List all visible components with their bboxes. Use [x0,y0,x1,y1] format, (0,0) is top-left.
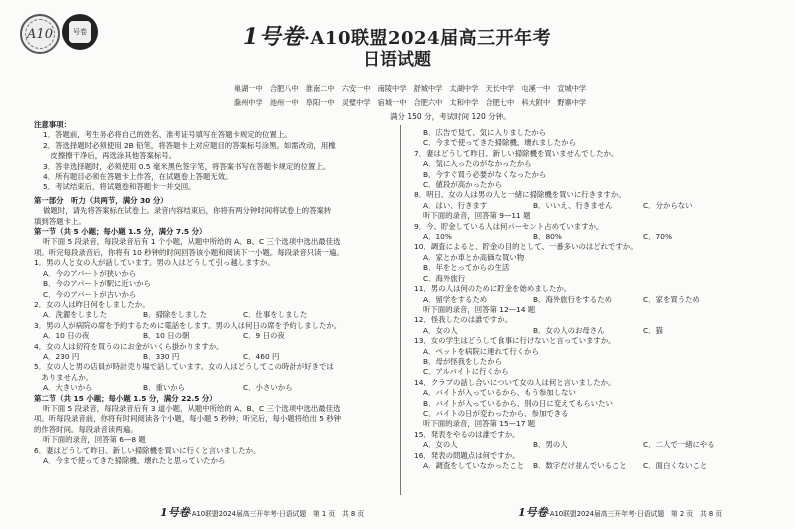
question-15: 15．発表をやるのは誰ですか。 [414,429,520,439]
q16-option-c: C．面白くないこと [643,461,708,470]
q4-option-c: C．460 円 [243,351,280,361]
q12-options [414,326,770,336]
q12-option-a: A．女の人 [423,325,458,335]
q7-option-c: C．値段が高かったから [423,180,503,190]
audio-instruction-2: 听下面的录音，回答第 9—11 题 [423,211,531,221]
section2-desc: 的作答时间。每段录音读两遍。 [34,424,138,434]
q9-options [414,232,770,242]
q12-option-b: B．女の人のお母さん [533,325,605,335]
seal-inner: 号卷 [69,21,91,43]
q8-option-b: B．いいえ、行きません [533,200,613,210]
q1-option-a: A．今のアパートが狭いから [43,268,137,278]
question-4: 4．女の人は切符を買うのにお金がいくら掛かりますか。 [34,341,224,351]
q4-options [34,352,389,362]
footer-left [160,504,364,520]
question-14: 14．クラブの話し合いについて女の人は何と言いましたか。 [414,377,616,387]
q2-options [34,310,389,320]
q3-option-c: C．9 日の夜 [243,331,285,341]
q12-option-c: C．猫 [643,325,663,335]
section2-title: 第二节（共 15 小题；每小题 1.5 分，满分 22.5 分） [34,393,217,403]
q5-options [34,383,389,393]
q6-option-b: B．広告で見て、気に入りましたから [423,128,547,137]
q4-option-a: A．230 円 [43,351,80,361]
question-5-cont: ありませんか。 [34,372,94,382]
question-12: 12．怪我したのは誰ですか。 [414,315,513,325]
q13-option-c: C．アルバイトに行くから [423,367,509,377]
section1-desc: 听下面 5 段录音，每段录音后有 1 个小题，从题中所给的 A、B、C 三个选项中选出最佳选 [43,237,341,247]
q13-option-a: A．ペットを病院に連れて行くから [423,346,539,356]
question-16: 16．発表の問題点は何ですか。 [414,450,520,460]
note-line: 5．考试结束后，将试题卷和答题卡一并交回。 [43,182,196,192]
schools-line-2: 滁州中学 池州一中 阜阳一中 灵璧中学 宿城一中 合肥六中 太和中学 合肥七中 科大附中 野寨中学 [233,98,587,107]
note-line: 3．答非选择题时，必须使用 0.5 毫米黑色签字笔，将答案书写在答题卡规定的位置上。 [43,161,331,171]
exam-header [0,0,794,130]
q9-option-c: C．70% [643,232,672,242]
q9-option-a: A．10% [423,232,452,242]
q5-option-c: C．小さいから [243,383,293,393]
q13-option-b: B．母が怪我をしたから [423,356,502,366]
q10-option-c: C．海外旅行 [423,273,466,283]
q15-option-c: C．二人で一緒にやる [643,440,715,450]
footer-left-mark: 1号卷 [160,506,190,519]
q8-option-a: A．はい、行きます [423,200,488,210]
q15-option-a: A．女の人 [423,440,458,450]
title-mark: 1号卷 [242,24,304,50]
audio-instruction-3: 听下面的录音，回答第 12—14 题 [423,304,536,314]
logo1-text: A10 [27,26,53,42]
q16-options [414,461,770,471]
question-11: 11．男の人は何のために貯金を始めましたか。 [414,284,572,294]
footer-right-text: ·A10联盟2024届高三开年考·日语试题 第 2 页 共 8 页 [547,510,723,518]
q9-option-b: B．80% [533,232,562,242]
q14-option-a: A．バイトが入っているから、もう参加しない [423,388,576,398]
q4-option-b: B．330 円 [143,351,180,361]
notes-title: 注意事项： [34,120,71,129]
question-6: 6．妻はどうして昨日、新しい掃除機を買いに行くと言いましたか。 [34,445,261,455]
q15-option-b: B．男の人 [533,440,568,450]
question-2: 2．女の人は昨日何をしましたか。 [34,299,150,309]
title-text: ·A10联盟2024届高三开年考 [303,28,552,49]
section1-desc: 项。听完每段录音后，你将有 10 秒钟的时间回答该小题和阅读下一小题。每段录音只读一遍。 [34,247,344,257]
exam-subtitle: 日语试题 [363,50,431,70]
section1-title: 第一节（共 5 小题；每小题 1.5 分，满分 7.5 分） [34,227,207,237]
footer-right [518,504,722,520]
q11-option-c: C．家を買うため [643,294,700,304]
q14-option-b: B．バイトが入っているから、別の日に変えてもらいたい [423,398,613,408]
q7-option-a: A．気に入ったのがなかったから [423,159,532,169]
note-line: 2．答选择题时必须使用 2B 铅笔，将答题卡上对应题目的答案标号涂黑。如需改动，用橡 [43,140,336,150]
score-time-line: 满分 150 分，考试时间 120 分钟。 [390,112,511,121]
note-line: 皮擦擦干净后，再选涂其他答案标号。 [43,151,177,161]
question-7: 7．妻はどうして昨日、新しい掃除機を買いませんでしたか。 [414,148,619,158]
q3-option-b: B．10 日の朝 [143,331,190,341]
q16-option-a: A．調査をしていなかったこと [423,461,525,470]
question-9: 9．今、貯金している人は何パーセント占めていますか。 [414,221,604,231]
q5-option-b: B．重いから [143,383,186,393]
q15-options [414,440,770,450]
footer-left-text: ·A10联盟2024届高三开年考·日语试题 第 1 页 共 8 页 [189,510,365,518]
q16-option-b: B．数字だけ並んでいること [533,461,627,470]
q2-option-a: A．洗濯をしました [43,310,108,320]
q11-options [414,295,770,305]
q2-option-b: B．掃除をしました [143,310,208,320]
question-1: 1．男の人と女の人が話しています。男の人はどうして引っ越しますか。 [34,258,275,268]
question-10: 10．調査によると、貯金の目的として、一番多いのはどれですか。 [414,242,638,252]
section2-desc: 听下面 5 段录音，每段录音后有 3 道小题，从题中所给的 A、B、C 三个选项中选出最佳选 [43,403,341,413]
left-column [34,120,389,466]
q14-option-c: C．バイトの日が変わったから、参加できる [423,408,569,418]
section2-desc: 项。听每段录音前，你将有时间阅读各个小题，每小题 5 秒钟；听完后，每小题将给出 5 秒钟 [34,414,342,424]
audio-instruction-4: 听下面的录音，回答第 15—17 题 [423,419,536,429]
q3-options [34,331,389,341]
q10-option-a: A．家とか車とか高価な買い物 [423,252,525,262]
right-column [414,128,770,471]
q3-option-a: A．10 日の夜 [43,331,90,341]
q7-option-b: B．今すぐ買う必要がなくなったから [423,169,547,179]
q1-option-b: B．今のアパートが駅に近いから [43,279,151,289]
footer-right-mark: 1号卷 [518,506,548,519]
q5-option-a: A．大きいから [43,383,93,393]
part1-desc: 做题时，请先将答案标在试卷上。录音内容结束后，你将有两分钟时间将试卷上的答案转 [43,206,332,216]
question-8: 8．明日、女の人は男の人と一緒に掃除機を買いに行きますか。 [414,190,626,200]
q10-option-b: B．年をとってからの生活 [423,263,510,273]
question-13: 13．女の学生はどうして食事に行けないと言っていますか。 [414,336,616,346]
q2-option-c: C．仕事をしました [243,310,308,320]
part1-desc: 填到答题卡上。 [34,216,86,226]
question-5: 5．女の人と男の店員が時計売り場で話しています。女の人はどうしてこの時計が好きでは [34,362,334,372]
q6-option-a: A．今まで使ってきた掃除機、壊れたと思っていたから [43,456,226,465]
q8-option-c: C．分からない [643,200,693,210]
q6-option-c: C．今まで使ってきた掃除機、壊れましたから [423,138,576,148]
column-divider [400,125,401,495]
q11-option-b: B．海外旅行をするため [533,294,612,304]
schools-line-1: 巢湖一中 合肥八中 淮南二中 六安一中 南陵中学 舒城中学 太湖中学 天长中学 屯溪一中 宣城中学 [233,84,587,93]
q8-options [414,201,770,211]
q11-option-a: A．留学をするため [423,294,488,304]
part1-title: 第一部分 听力（共两节，满分 30 分） [34,195,168,205]
note-line: 4．所有题目必须在答题卡上作答，在试题卷上答题无效。 [43,172,233,182]
q1-option-c: C．今のアパートが古いから [43,289,137,299]
audio-instruction-1: 听下面的录音，回答第 6—8 题 [43,435,146,445]
note-line: 1．答题前，考生务必将自己的姓名、准考证号填写在答题卡规定的位置上。 [43,130,292,140]
question-3: 3．男の人が病院の席を予約するために電話をします。男の人は何日の席を予約しましたか。 [34,320,342,330]
